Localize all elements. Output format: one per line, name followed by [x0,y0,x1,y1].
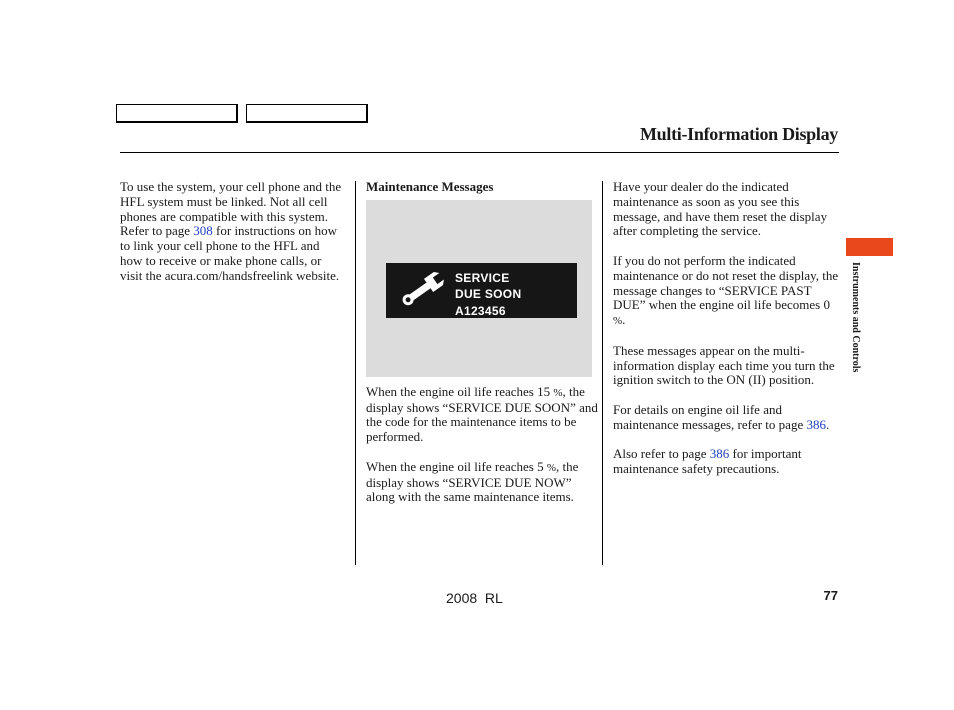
display-line-code: A123456 [455,303,506,318]
page-link-386-safety[interactable]: 386 [709,446,730,462]
chapter-label: Instruments and Controls [850,262,861,373]
paragraph-details: For details on engine oil life and maintenance messages, refer to page 386. [613,401,830,432]
column-divider-left [355,181,356,565]
display-illustration [366,200,592,377]
paragraph-15-percent: When the engine oil life reaches 15 %, the display shows “SERVICE DUE SOON” and the code for the maintenance items to be performed. [366,383,598,445]
maintenance-messages-heading: Maintenance Messages [366,179,494,194]
paragraph-ignition: These messages appear on the multi-information display each time you turn the ignition switch to the ON (II) position. [613,342,835,388]
column-divider-right [602,181,603,565]
paragraph-safety: Also refer to page 386 for important maintenance safety precautions. [613,446,802,477]
service-display-screen [386,263,577,318]
paragraph-phone-link: To use the system, your cell phone and the HFL system must be linked. Not all cell phones are compatible with this system. Refer to page 308 for instructions on how to link your cell phone to the HFL and how to receive or make phone calls, or visit the acura.com/handsfreelink website. [120,179,342,283]
page-link-308[interactable]: 308 [193,223,213,239]
paragraph-dealer: Have your dealer do the indicated maintenance as soon as you see this message, and have them reset the display after completing the service. [613,179,828,239]
footer-model: 2008 RL [446,590,503,606]
column-middle [366,180,598,520]
section-title: Multi-Information Display [639,124,838,144]
service-display-text [455,270,521,320]
nav-button-main-menu[interactable] [116,104,238,123]
paragraph-past-due: If you do not perform the indicated maintenance or do not reset the display, the message changes to “SERVICE PAST DUE” when the engine oil life becomes 0 %. [613,252,839,328]
wrench-icon [394,269,450,311]
nav-button-table-of-contents[interactable] [246,104,368,123]
column-right [613,180,843,492]
page-number: 77 [823,588,838,603]
page-link-386[interactable]: 386 [806,416,826,432]
chapter-tab-marker [846,238,893,256]
display-line-service: SERVICE [455,270,510,285]
display-line-due-soon: DUE SOON [455,287,522,302]
column-left [120,180,345,298]
paragraph-5-percent: When the engine oil life reaches 5 %, the display shows “SERVICE DUE NOW” along with the same maintenance items. [366,458,579,505]
header-rule [120,152,839,153]
